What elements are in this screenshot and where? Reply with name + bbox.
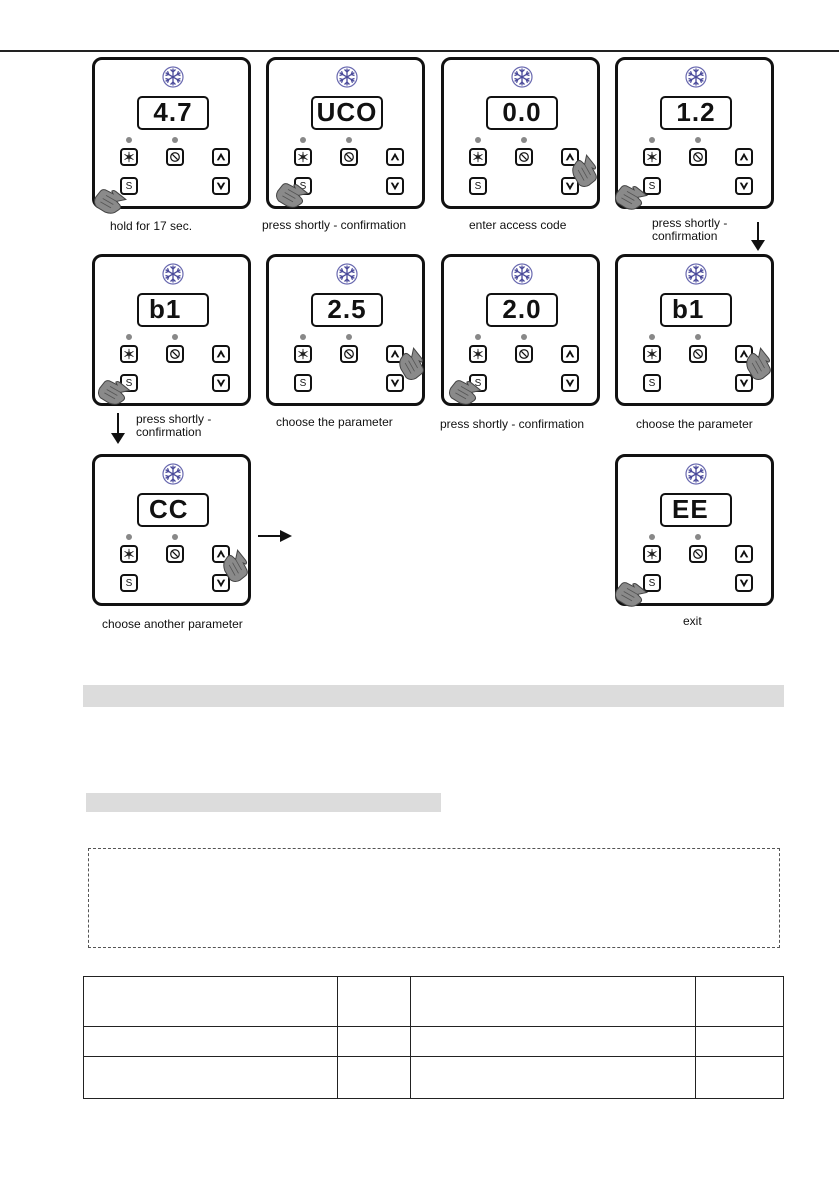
status-led <box>521 334 527 340</box>
defrost-button[interactable] <box>643 148 661 166</box>
down-button[interactable] <box>212 374 230 392</box>
defrost-icon <box>297 151 309 163</box>
panel-display: 2.5 <box>311 293 383 327</box>
up-arrow-icon <box>564 348 576 360</box>
off-button[interactable] <box>515 148 533 166</box>
down-button[interactable] <box>386 374 404 392</box>
snowflake-icon <box>162 66 184 88</box>
panel-display: EE <box>660 493 732 527</box>
status-led <box>521 137 527 143</box>
controller-panel-7 <box>441 254 600 406</box>
table-cell <box>84 977 338 1027</box>
defrost-icon <box>646 151 658 163</box>
off-button[interactable] <box>689 148 707 166</box>
down-arrow-icon <box>389 377 401 389</box>
panel-display: 1.2 <box>660 96 732 130</box>
up-button[interactable] <box>212 345 230 363</box>
step-caption: exit <box>683 614 702 628</box>
off-button[interactable] <box>689 345 707 363</box>
down-arrow-icon <box>215 577 227 589</box>
off-icon <box>692 548 704 560</box>
defrost-button[interactable] <box>120 148 138 166</box>
status-led <box>300 334 306 340</box>
up-button[interactable] <box>735 148 753 166</box>
up-arrow-icon <box>738 548 750 560</box>
status-led <box>346 137 352 143</box>
step-caption: enter access code <box>469 218 567 232</box>
table-cell <box>696 977 784 1027</box>
up-arrow-icon <box>738 151 750 163</box>
table-cell <box>411 1057 696 1099</box>
down-button[interactable] <box>212 177 230 195</box>
set-button[interactable]: S <box>643 574 661 592</box>
defrost-button[interactable] <box>120 545 138 563</box>
up-arrow-icon <box>215 348 227 360</box>
off-button[interactable] <box>340 148 358 166</box>
down-button[interactable] <box>386 177 404 195</box>
flow-arrow-down <box>748 222 768 252</box>
status-led <box>126 534 132 540</box>
off-icon <box>169 348 181 360</box>
controller-panel-2 <box>266 57 425 209</box>
off-icon <box>518 151 530 163</box>
status-led <box>126 334 132 340</box>
defrost-button[interactable] <box>120 345 138 363</box>
controller-panel-8 <box>615 254 774 406</box>
status-led <box>172 137 178 143</box>
off-icon <box>518 348 530 360</box>
set-button[interactable]: S <box>294 177 312 195</box>
table-cell <box>338 977 411 1027</box>
section-heading-bar <box>83 685 784 707</box>
table-cell <box>338 1057 411 1099</box>
step-caption: confirmation <box>652 229 718 243</box>
snowflake-icon <box>685 263 707 285</box>
set-button[interactable]: S <box>294 374 312 392</box>
step-caption: press shortly - confirmation <box>440 417 585 431</box>
status-led <box>172 334 178 340</box>
off-icon <box>169 548 181 560</box>
off-icon <box>343 151 355 163</box>
snowflake-icon <box>685 66 707 88</box>
step-caption: press shortly - <box>652 216 728 230</box>
snowflake-icon <box>162 263 184 285</box>
panel-display: CC <box>137 493 209 527</box>
off-button[interactable] <box>689 545 707 563</box>
set-button[interactable]: S <box>469 374 487 392</box>
controller-panel-4 <box>615 57 774 209</box>
controller-panel-3 <box>441 57 600 209</box>
down-arrow-icon <box>738 377 750 389</box>
snowflake-icon <box>336 66 358 88</box>
defrost-icon <box>646 548 658 560</box>
snowflake-icon <box>162 463 184 485</box>
step-caption: confirmation <box>136 425 202 439</box>
status-led <box>300 137 306 143</box>
table-row <box>84 1057 784 1099</box>
set-button[interactable]: S <box>469 177 487 195</box>
off-icon <box>692 348 704 360</box>
table-row <box>84 977 784 1027</box>
controller-panel-6 <box>266 254 425 406</box>
status-led <box>346 334 352 340</box>
defrost-icon <box>646 348 658 360</box>
up-arrow-icon <box>389 151 401 163</box>
up-button[interactable] <box>735 545 753 563</box>
off-button[interactable] <box>515 345 533 363</box>
note-box <box>88 848 780 948</box>
set-button[interactable]: S <box>643 374 661 392</box>
off-button[interactable] <box>166 148 184 166</box>
table-cell <box>411 977 696 1027</box>
up-button[interactable] <box>212 148 230 166</box>
defrost-button[interactable] <box>469 148 487 166</box>
table-cell <box>84 1027 338 1057</box>
controller-panel-9 <box>92 454 251 606</box>
snowflake-icon <box>511 263 533 285</box>
table-row <box>84 1027 784 1057</box>
status-led <box>172 534 178 540</box>
status-led <box>649 137 655 143</box>
off-button[interactable] <box>166 345 184 363</box>
status-led <box>649 334 655 340</box>
down-arrow-icon <box>738 577 750 589</box>
parameter-table <box>83 976 784 1099</box>
panel-display: b1 <box>660 293 732 327</box>
status-led <box>695 334 701 340</box>
up-button[interactable] <box>386 148 404 166</box>
panel-display: 0.0 <box>486 96 558 130</box>
defrost-icon <box>472 151 484 163</box>
page-top-rule <box>0 50 839 52</box>
down-arrow-icon <box>564 377 576 389</box>
defrost-button[interactable] <box>294 345 312 363</box>
defrost-icon <box>123 151 135 163</box>
panel-display: 2.0 <box>486 293 558 327</box>
down-arrow-icon <box>215 377 227 389</box>
off-icon <box>343 348 355 360</box>
table-cell <box>411 1027 696 1057</box>
set-button[interactable]: S <box>120 374 138 392</box>
status-led <box>475 137 481 143</box>
status-led <box>649 534 655 540</box>
off-icon <box>169 151 181 163</box>
defrost-icon <box>123 548 135 560</box>
panel-display: UCO <box>311 96 383 130</box>
up-button[interactable] <box>561 345 579 363</box>
snowflake-icon <box>336 263 358 285</box>
off-button[interactable] <box>166 545 184 563</box>
subsection-heading-bar <box>86 793 441 812</box>
defrost-icon <box>297 348 309 360</box>
step-caption: choose another parameter <box>102 617 243 631</box>
table-cell <box>338 1027 411 1057</box>
table-cell <box>696 1057 784 1099</box>
step-caption: press shortly - confirmation <box>262 218 407 232</box>
snowflake-icon <box>685 463 707 485</box>
defrost-button[interactable] <box>469 345 487 363</box>
defrost-button[interactable] <box>643 545 661 563</box>
down-arrow-icon <box>215 180 227 192</box>
controller-panel-5 <box>92 254 251 406</box>
set-button[interactable]: S <box>120 574 138 592</box>
controller-panel-1 <box>92 57 251 209</box>
panel-display: b1 <box>137 293 209 327</box>
defrost-button[interactable] <box>294 148 312 166</box>
table-cell <box>84 1057 338 1099</box>
status-led <box>695 534 701 540</box>
panel-display: 4.7 <box>137 96 209 130</box>
step-caption: hold for 17 sec. <box>110 219 193 233</box>
status-led <box>695 137 701 143</box>
step-caption: choose the parameter <box>276 415 393 429</box>
up-arrow-icon <box>215 151 227 163</box>
defrost-button[interactable] <box>643 345 661 363</box>
set-button[interactable]: S <box>643 177 661 195</box>
step-caption: press shortly - <box>136 412 212 426</box>
defrost-icon <box>472 348 484 360</box>
status-led <box>475 334 481 340</box>
down-button[interactable] <box>735 177 753 195</box>
down-arrow-icon <box>738 180 750 192</box>
controller-panel-10 <box>615 454 774 606</box>
down-button[interactable] <box>735 574 753 592</box>
status-led <box>126 137 132 143</box>
down-arrow-icon <box>389 180 401 192</box>
table-cell <box>696 1027 784 1057</box>
flow-arrow-down <box>108 413 128 445</box>
down-button[interactable] <box>561 374 579 392</box>
off-icon <box>692 151 704 163</box>
flow-arrow-right <box>258 528 294 544</box>
set-button[interactable]: S <box>120 177 138 195</box>
defrost-icon <box>123 348 135 360</box>
snowflake-icon <box>511 66 533 88</box>
off-button[interactable] <box>340 345 358 363</box>
step-caption: choose the parameter <box>636 417 753 431</box>
